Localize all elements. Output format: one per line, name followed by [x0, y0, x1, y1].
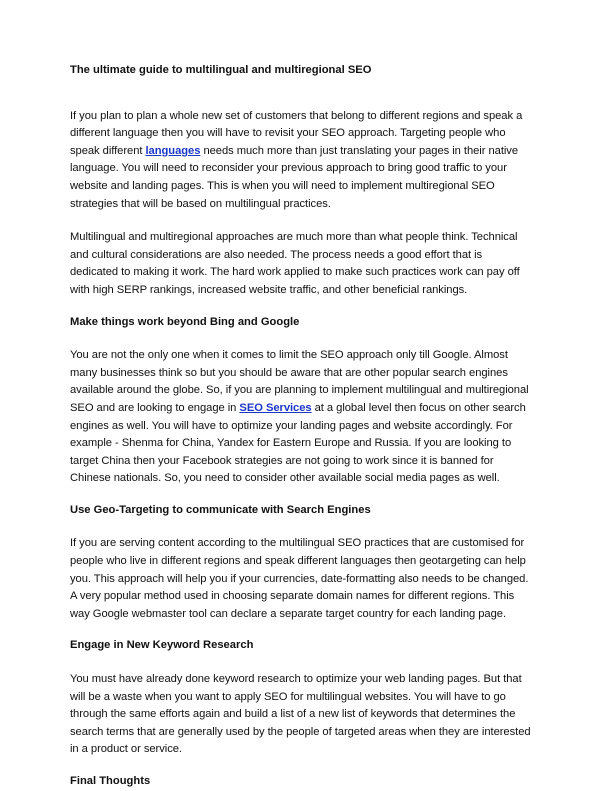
section-paragraph-keyword-research: You must have already done keyword research to optimize your web landing pages. But that will be a waste when you want to apply SEO for multilingual websites. You will have to go through the same efforts again and build a list of a new list of keywords that determines the search terms that are generally used by the people of targeted areas when they are interested in a product or service.: [70, 673, 531, 756]
intro-paragraph-1: [70, 108, 532, 214]
seo-services-link[interactable]: SEO Services: [239, 401, 312, 414]
intro-paragraph-2: Multilingual and multiregional approaches are much more than what people think. Technical and cultural considerations are also needed. The process needs a good effort that is dedicated to making it work. The hard work applied to make such practices work can pay off with high SERP rankings, increased website traffic, and other beneficial rankings.: [70, 231, 520, 296]
section1-text-start: You are not the only one when it comes to limit the SEO approach only till Google. Almost many businesses think so but you should be aware that are other popular search engines available around the globe. So, if you are planning to implement multilingual and multiregional SEO and are looking to engage in: [70, 349, 529, 414]
section-heading-geo-targeting: Use Geo-Targeting to communicate with Search Engines: [70, 503, 371, 516]
document-title: The ultimate guide to multilingual and multiregional SEO: [70, 64, 372, 76]
section-heading-bing-google: Make things work beyond Bing and Google: [70, 315, 300, 328]
languages-link[interactable]: languages: [145, 144, 201, 157]
section-heading-final-thoughts: Final Thoughts: [70, 775, 151, 787]
section-paragraph-geo-targeting: If you are serving content according to the multilingual SEO practices that are customised for people who live in different regions and speak different languages then geotargeting can help you. This approach will help you if your currencies, date-formatting also needs to be changed. A very popular method used in choosing separate domain names for different regions. This way Google webmaster tool can declare a separate target country for each landing page.: [70, 537, 529, 620]
document-page: [70, 62, 532, 791]
section-paragraph-bing-google: [70, 347, 532, 488]
intro-text-end: needs much more than just translating your pages in their native language. You will need to reconsider your previous approach to bring good traffic to your website and landing pages. This is when you will need to implement multiregional SEO strategies that will be based on multilingual practices.: [70, 144, 519, 210]
section-heading-keyword-research: Engage in New Keyword Research: [70, 639, 254, 652]
section1-text-end: at a global level then focus on other search engines as well. You will have to optimize your landing pages and website accordingly. For example - Shenma for China, Yandex for Eastern Europe and Russia. If you are looking to target China then your Facebook strategies are not going to work since it is banned for Chinese nationals. So, you need to consider other available social media pages as well.: [70, 401, 526, 485]
intro-text-start: If you plan to plan a whole new set of customers that belong to different regions and speak a different language then you will have to revisit your SEO approach. Targeting people who speak different: [70, 109, 523, 157]
